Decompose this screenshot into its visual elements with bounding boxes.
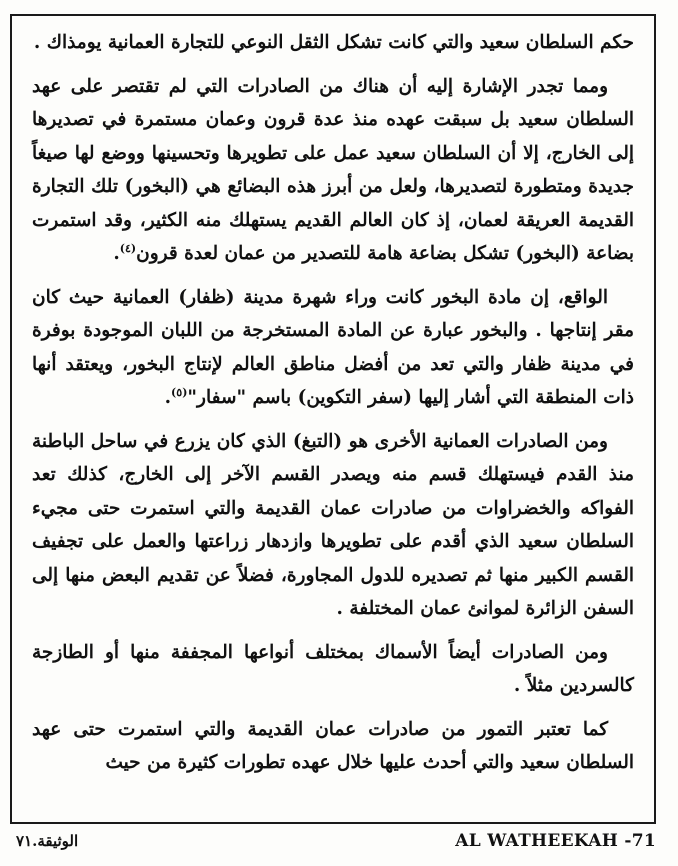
page-footer bbox=[10, 826, 656, 856]
paragraph-3: الواقع، إن مادة البخور كانت وراء شهرة مدينة (ظفار) العمانية حيث كان مقر إنتاجها . والبخور عبارة عن المادة المستخرجة من اللبان الموجودة بوفرة في مدينة ظفار والتي تعد من أفضل مناطق العالم لإنتاج البخور، ويعتقد أنها ذات المنطقة التي أشار إليها (سفر التكوين) باسم "سفار"$^{(٥)}$. bbox=[32, 286, 634, 408]
paragraph-2: ومما تجدر الإشارة إليه أن هناك من الصادرات التي لم تقتصر على عهد السلطان سعيد بل سبقت عهده منذ عدة قرون وعمان مستمرة في تصديرها إلى الخارج، إلا أن السلطان سعيد عمل على تطويرها وتحسينها ووضع لها صيغاً جديدة ومتطورة لتصديرها، ولعل من أبرز هذه البضائع هي (البخور) تلك التجارة القديمة العريقة لعمان، إذ كان العالم القديم يستهلك منه الكثير، وقد استمرت بضاعة (البخور) تشكل بضاعة هامة للتصدير من عمان لعدة قرون$^{(٤)}$. bbox=[32, 75, 634, 264]
page-frame bbox=[10, 14, 656, 824]
paragraph-6: كما تعتبر التمور من صادرات عمان القديمة والتي استمرت حتى عهد السلطان سعيد والتي أحدث عليها خلال عهده تطورات كثيرة من حيث bbox=[32, 718, 634, 773]
paragraph-4: ومن الصادرات العمانية الأخرى هو (التبغ) الذي كان يزرع في ساحل الباطنة منذ القدم فيستهلك قسم منه ويصدر القسم الآخر إلى الخارج، كذلك تعد الفواكه والخضراوات من صادرات عمان القديمة والتي استمرت حتى مجيء السلطان سعيد الذي أقدم على تطويرها وازدهار زراعتها والعمل على تجفيف القسم الكبير منها ثم تصديره للدول المجاورة، فضلاً عن تقديم البعض منها إلى السفن الزائرة لموانئ عمان المختلفة . bbox=[32, 430, 634, 619]
paragraph-1: حكم السلطان سعيد والتي كانت تشكل الثقل النوعي للتجارة العمانية يومذاك . bbox=[33, 32, 634, 53]
footnote-ref-5: (٥) bbox=[171, 385, 188, 399]
footnote-ref-4: (٤) bbox=[119, 241, 137, 255]
paragraph-5: ومن الصادرات أيضاً الأسماك بمختلف أنواعها المجففة منها أو الطازجة كالسردين مثلاً . bbox=[32, 641, 634, 696]
article-body bbox=[12, 16, 654, 780]
journal-name-arabic: الوثيقة.٧١ bbox=[16, 832, 79, 850]
journal-name-english: AL WATHEEKAH -71 bbox=[455, 831, 656, 851]
paragraph-2-text: ومما تجدر الإشارة إليه أن هناك من الصادرات التي لم تقتصر على عهد السلطان سعيد بل سبقت عهده منذ عدة قرون وعمان مستمرة في تصديرها إلى الخارج، إلا أن السلطان سعيد عمل على تطويرها وتحسينها ووضع لها صيغاً جديدة ومتطورة لتصديرها، ولعل من أبرز هذه البضائع هي (البخور) تلك التجارة القديمة العريقة لعمان، إذ كان العالم القديم يستهلك منه الكثير، وقد استمرت بضاعة (البخور) تشكل بضاعة هامة للتصدير من عمان لعدة قرون bbox=[32, 75, 634, 264]
paragraph-3-text: الواقع، إن مادة البخور كانت وراء شهرة مدينة (ظفار) العمانية حيث كان مقر إنتاجها . والبخور عبارة عن المادة المستخرجة من اللبان الموجودة بوفرة في مدينة ظفار والتي تعد من أفضل مناطق العالم لإنتاج البخور، ويعتقد أنها ذات المنطقة التي أشار إليها (سفر التكوين) باسم "سفار" bbox=[32, 286, 634, 408]
